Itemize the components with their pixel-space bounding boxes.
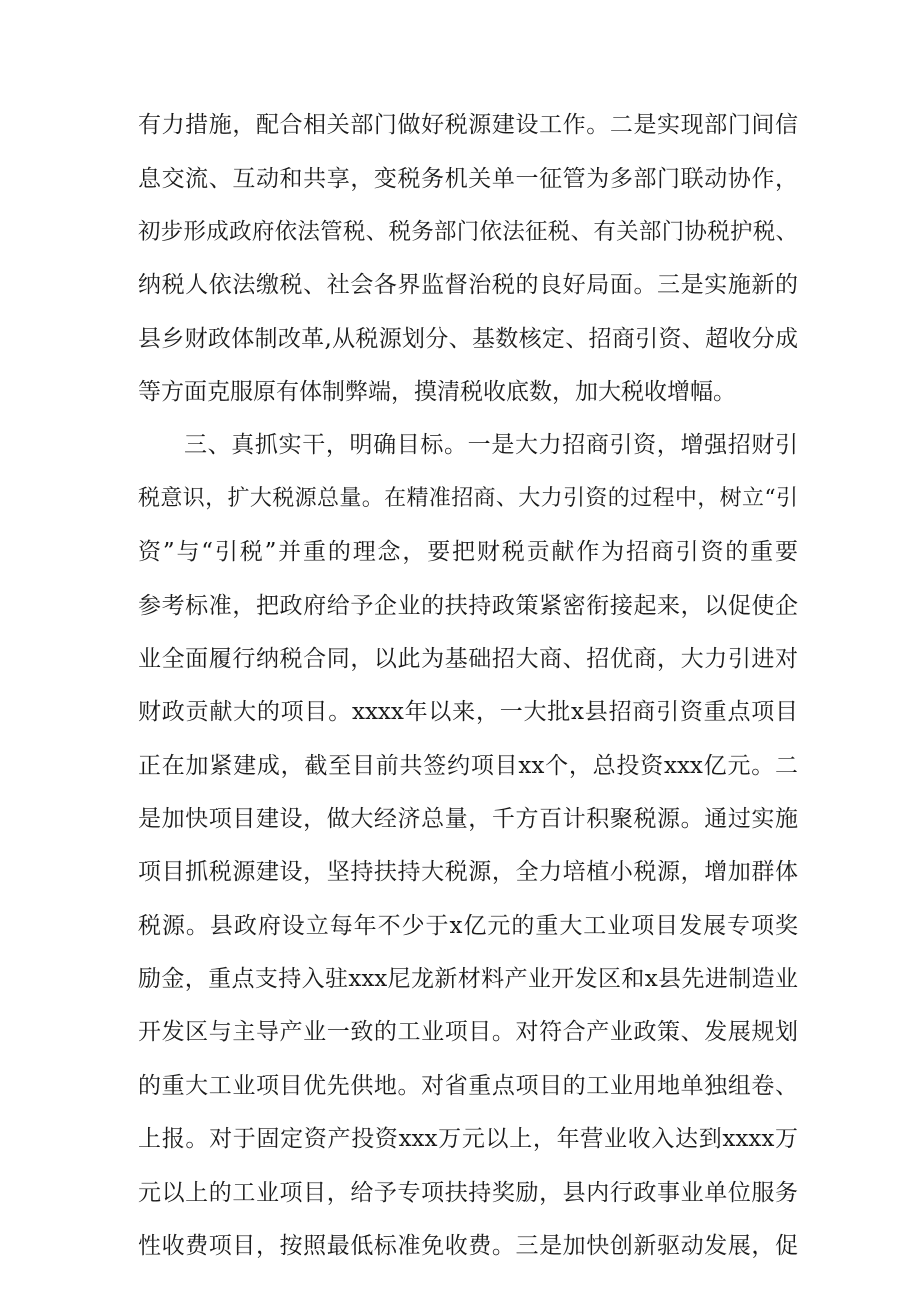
text-line: 正在加紧建成，截至目前共签约项目xx个，总投资xxx亿元。二 [138, 753, 798, 779]
text-line: 元以上的工业项目，给予专项扶持奖励，县内行政事业单位服务 [138, 1180, 798, 1206]
text-line: 等方面克服原有体制弊端，摸清税收底数，加大税收增幅。 [138, 379, 736, 405]
text-line: 资”与“引税”并重的理念，要把财税贡献作为招商引资的重要 [138, 539, 798, 565]
text-line: 项目抓税源建设，坚持扶持大税源，全力培植小税源，增加群体 [138, 859, 798, 885]
text-line: 的重大工业项目优先供地。对省重点项目的工业用地单独组卷、 [138, 1073, 798, 1099]
section-heading-line: 三、真抓实干，明确目标。一是大力招商引资，增强招财引 [184, 432, 798, 458]
text-line: 纳税人依法缴税、社会各界监督治税的良好局面。三是实施新的 [138, 272, 798, 298]
text-line: 性收费项目，按照最低标准免收费。三是加快创新驱动发展，促 [138, 1233, 798, 1259]
text-line: 是加快项目建设，做大经济总量，千方百计积聚税源。通过实施 [138, 806, 798, 832]
text-line: 初步形成政府依法管税、税务部门依法征税、有关部门协税护税、 [138, 219, 798, 245]
text-line: 上报。对于固定资产投资xxx万元以上，年营业收入达到xxxx万 [138, 1126, 798, 1152]
text-line: 参考标准，把政府给予企业的扶持政策紧密衔接起来，以促使企 [138, 593, 798, 619]
text-line: 息交流、互动和共享，变税务机关单一征管为多部门联动协作， [138, 166, 798, 192]
text-line: 励金，重点支持入驻xxx尼龙新材料产业开发区和x县先进制造业 [138, 966, 798, 992]
text-line: 税意识，扩大税源总量。在精准招商、大力引资的过程中，树立“引 [138, 486, 798, 511]
text-line: 税源。县政府设立每年不少于x亿元的重大工业项目发展专项奖 [138, 913, 798, 939]
text-line: 有力措施，配合相关部门做好税源建设工作。二是实现部门间信 [138, 112, 798, 138]
text-line: 开发区与主导产业一致的工业项目。对符合产业政策、发展规划 [138, 1019, 798, 1045]
text-line: 县乡财政体制改革,从税源划分、基数核定、招商引资、超收分成 [138, 326, 798, 352]
text-line: 业全面履行纳税合同，以此为基础招大商、招优商，大力引进对 [138, 646, 798, 672]
text-line: 财政贡献大的项目。xxxx年以来，一大批x县招商引资重点项目 [138, 699, 798, 725]
